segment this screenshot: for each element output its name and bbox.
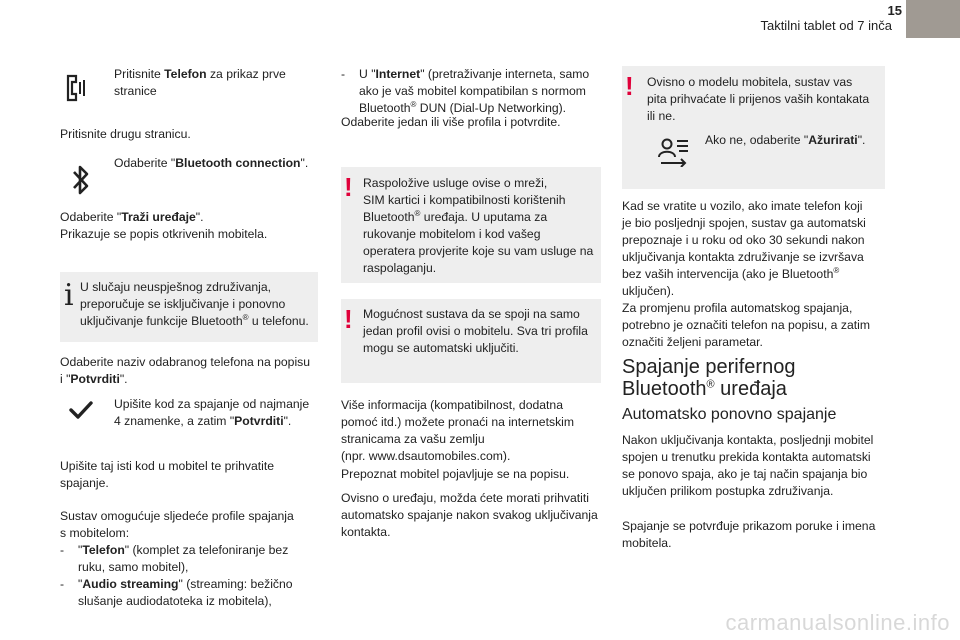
select-phone-name-text: Odaberite naziv odabranog telefona na popisu i "Potvrditi". [60,355,311,386]
warning-contacts-text: Ovisno o modelu mobitela, sustav vas pita prihvaćate li prijenos vaših kontakata ili ne. [647,75,870,123]
warning-icon: ! [625,71,634,101]
second-page-text: Pritisnite drugu stranicu. [60,127,191,141]
profile-item-audio-streaming: - "Audio streaming" (streaming: bežično slušanje audiodatoteka iz mobitela), [60,577,293,608]
same-code-text: Upišite taj isti kod u mobitel te prihvatite spajanje. [60,459,275,490]
search-devices-text: Odaberite "Traži uređaje". Prikazuje se popis otkrivenih mobitela. [60,210,268,241]
bluetooth-icon [70,163,92,197]
warning-services-text: Raspoložive usluge ovise o mreži, SIM kartici i kompatibilnosti korištenih Bluetooth® uređaja. U uputama za rukovanje mobitelom i kod vašeg operatera provjerite koje su vam usluge na raspolaganju. [363,176,594,275]
page-number: 15 [887,3,902,18]
warning-profile-text: Mogućnost sustava da se spoji na samo jedan profil ovisi o mobitelu. Sva tri profila mogu se automatski uključiti. [363,307,588,355]
section-title: Taktilni tablet od 7 inča [760,18,892,33]
warning-icon: ! [344,172,353,202]
info-text: U slučaju neuspješnog združivanja, preporučuje se isključivanje i ponovno uključivanje funkcije Bluetooth® u telefonu. [80,280,309,328]
subsection-heading: Automatsko ponovno spajanje [622,406,837,423]
update-text: Ako ne, odaberite "Ažurirati". [705,133,866,147]
depending-text: Ovisno o uređaju, možda ćete morati prihvatiti automatsko spajanje nakon svakog uključivanja kontakta. [341,491,598,539]
profiles-intro-text: Sustav omogućuje sljedeće profile spajanja s mobitelom: [60,509,294,540]
more-info-text: Više informacija (kompatibilnost, dodatna pomoć itd.) možete pronaći na internetskim stranicama za vašu zemlju (npr. www.dsautomobiles.com). [341,398,575,463]
section-heading: Spajanje perifernog Bluetooth® uređaja [622,356,796,400]
enter-code-text: Upišite kod za spajanje od najmanje 4 znamenke, a zatim "Potvrditi". [114,397,310,428]
choose-profiles-text: Odaberite jedan ili više profila i potvrdite. [341,115,561,129]
watermark: carmanualsonline.info [725,610,950,635]
info-icon: i [64,278,74,313]
contacts-sync-icon [655,135,691,167]
checkmark-icon [69,400,93,420]
auto-reconnect-text: Nakon uključivanja kontakta, posljednji mobitel spojen u trenutku prekida kontakta automatski se ponovo spaja, ako je taj način spajanja bio uključen prilikom postupka združivanja. [622,433,874,498]
warning-icon: ! [344,304,353,334]
recognized-text: Prepoznat mobitel pojavljuje se na popisu. [341,467,570,481]
select-bluetooth-text: Odaberite "Bluetooth connection". [114,156,309,170]
confirm-text: Spajanje se potvrđuje prikazom poruke i imena mobitela. [622,519,876,550]
page-corner-tab [906,0,960,38]
profile-item-internet: - U "Internet" (pretraživanje interneta, samo ako je vaš mobitel kompatibilan s normom Bluetooth® DUN (Dial-Up Networking). [341,67,590,115]
profile-item-telefon: - "Telefon" (komplet za telefoniranje bez ruku, samo mobitel), [60,543,289,574]
return-text: Kad se vratite u vozilo, ako imate telefon koji je bio posljednji spojen, sustav ga automatski prepoznaje i u roku od oko 30 sekundi nakon uključivanja kontakta združivanje se izvršava bez vaših intervencija (ako je Bluetooth® uključen). Za promjenu profila automatskog spajanja, potrebno je označiti telefon na popisu, a zatim označiti željeni parametar. [622,199,870,349]
phone-icon [60,72,92,104]
phone-instruction: Pritisnite Telefon za prikaz prve stranice [114,67,286,98]
